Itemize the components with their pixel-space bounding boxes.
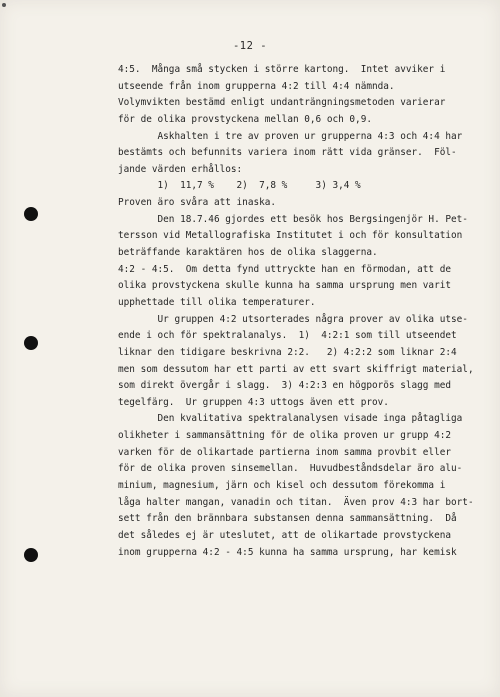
text-line: Den kvalitativa spektralanalysen visade inga påtagliga — [118, 413, 463, 425]
text-line: 1) 11,7 % 2) 7,8 % 3) 3,4 % — [118, 180, 361, 192]
text-line: utseende från inom grupperna 4:2 till 4:4 nämnda. — [118, 80, 395, 92]
text-line: olikheter i sammansättning för de olika proven ur grupp 4:2 — [118, 430, 452, 442]
text-line: 4:2 - 4:5. Om detta fynd uttryckte han en förmodan, att de — [118, 263, 452, 275]
text-line: Den 18.7.46 gjordes ett besök hos Bergsingenjör H. Pet- — [118, 213, 468, 225]
text-line: 4:5. Många små stycken i större kartong. Intet avviker i — [118, 64, 446, 75]
text-line: Volymvikten bestämd enligt undanträngningsmetoden varierar — [118, 97, 446, 109]
page-number: -12 - — [232, 40, 268, 52]
text-line: varken för de olikartade partierna inom samma provbit eller — [118, 446, 452, 458]
text-line: tersson vid Metallografiska Institutet i och för konsultation — [118, 230, 463, 242]
text-line: Proven äro svåra att inaska. — [118, 197, 277, 209]
text-line: beträffande karaktären hos de olika slaggerna. — [118, 247, 378, 259]
text-line: som direkt övergår i slagg. 3) 4:2:3 en högporös slagg med — [118, 380, 452, 392]
text-line: Askhalten i tre av proven ur grupperna 4:3 och 4:4 har — [118, 130, 463, 142]
text-line: låga halter mangan, vanadin och titan. Även prov 4:3 har bort- — [118, 496, 474, 508]
text-line: ende i och för spektralanalys. 1) 4:2:1 som till utseendet — [118, 330, 457, 342]
text-line: det således ej är uteslutet, att de olikartade provstyckena — [118, 529, 452, 541]
text-line: bestämts och befunnits variera inom rätt vida gränser. Föl- — [118, 147, 457, 159]
text-line: Ur gruppen 4:2 utsorterades några prover av olika utse- — [118, 313, 468, 325]
text-line: för de olika proven sinsemellan. Huvudbeståndsdelar äro alu- — [118, 463, 463, 475]
punch-hole-3 — [24, 548, 38, 562]
punch-hole-1 — [24, 207, 38, 221]
text-line: sett från den brännbara substansen denna sammansättning. Då — [118, 513, 457, 525]
text-line: inom grupperna 4:2 - 4:5 kunna ha samma ursprung, har kemisk — [118, 546, 457, 558]
text-line: liknar den tidigare beskrivna 2:2. 2) 4:2:2 som liknar 2:4 — [118, 346, 457, 358]
text-line: upphettade till olika temperaturer. — [118, 296, 316, 308]
text-line: jande värden erhållos: — [118, 163, 243, 175]
scan-speck — [2, 3, 6, 7]
text-line: men som dessutom har ett parti av ett svart skiffrigt material, — [118, 363, 474, 375]
body-text — [118, 62, 490, 561]
text-line: minium, magnesium, järn och kisel och dessutom förekomma i — [118, 480, 446, 492]
text-line: tegelfärg. Ur gruppen 4:3 uttogs även ett prov. — [118, 396, 389, 408]
text-line: för de olika provstyckena mellan 0,6 och 0,9. — [118, 113, 372, 125]
text-line: olika provstyckena skulle kunna ha samma ursprung men varit — [118, 280, 452, 292]
punch-hole-2 — [24, 336, 38, 350]
